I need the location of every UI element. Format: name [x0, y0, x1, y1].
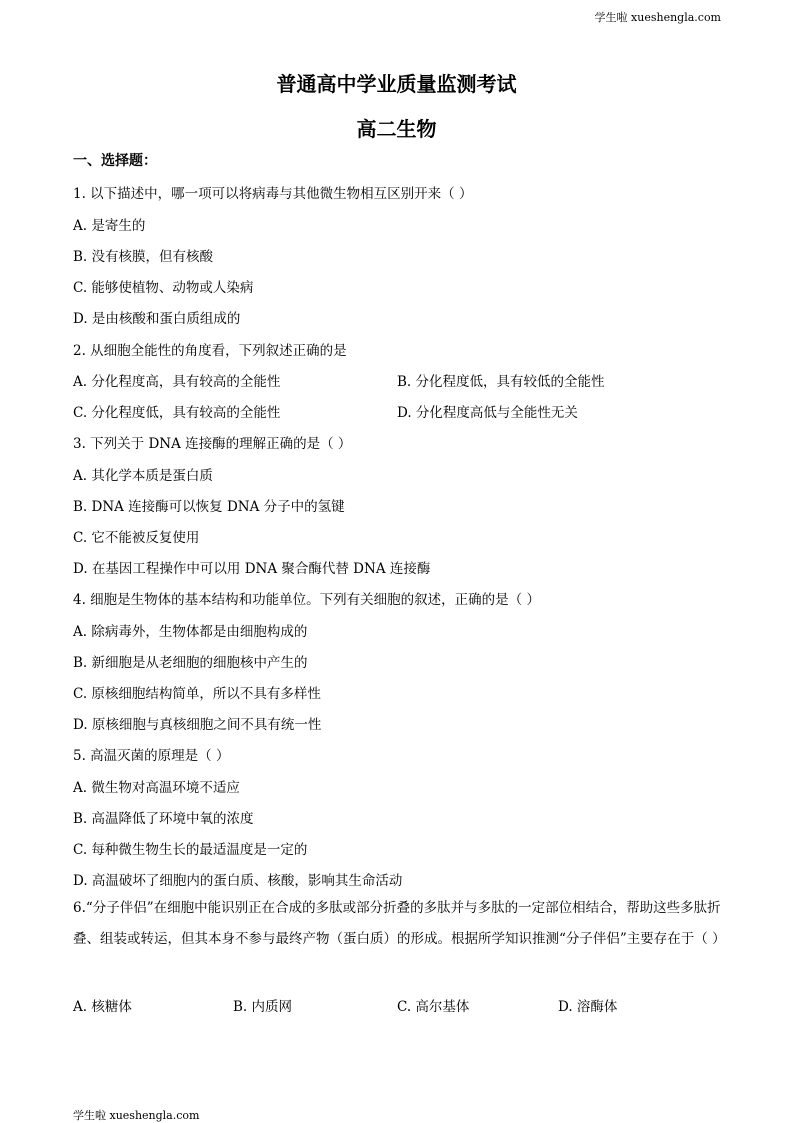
question-1-option-b: B. 没有核膜，但有核酸 [73, 249, 214, 265]
footer-site: 学生啦 xueshengla.com [73, 1109, 200, 1122]
question-5-option-c: C. 每种微生物生长的最适温度是一定的 [73, 842, 308, 858]
question-6-option-a: A. 核糖体 [73, 999, 132, 1015]
question-5-stem: 5. 高温灭菌的原理是（ ） [73, 748, 230, 764]
question-1-stem: 1. 以下描述中，哪一项可以将病毒与其他微生物相互区别开来（ ） [73, 186, 473, 202]
question-2-option-b: B. 分化程度低，具有较低的全能性 [397, 374, 605, 390]
question-5-option-b: B. 高温降低了环境中氧的浓度 [73, 811, 254, 827]
question-6-option-c: C. 高尔基体 [397, 999, 470, 1015]
question-5-option-d: D. 高温破坏了细胞内的蛋白质、核酸，影响其生命活动 [73, 873, 403, 889]
question-2-option-a: A. 分化程度高，具有较高的全能性 [73, 374, 281, 390]
question-2-option-d: D. 分化程度高低与全能性无关 [397, 405, 578, 421]
question-2-option-c: C. 分化程度低，具有较高的全能性 [73, 405, 281, 421]
question-1-option-a: A. 是寄生的 [73, 218, 146, 234]
question-3-option-c: C. 它不能被反复使用 [73, 530, 200, 546]
question-4-option-c: C. 原核细胞结构简单，所以不具有多样性 [73, 686, 321, 702]
exam-title: 普通高中学业质量监测考试 [276, 72, 517, 96]
question-3-option-a: A. 其化学本质是蛋白质 [73, 468, 213, 484]
question-4-option-b: B. 新细胞是从老细胞的细胞核中产生的 [73, 655, 308, 671]
section-heading: 一、选择题： [73, 153, 157, 169]
question-4-option-d: D. 原核细胞与真核细胞之间不具有统一性 [73, 717, 322, 733]
question-2-stem: 2. 从细胞全能性的角度看，下列叙述正确的是 [73, 343, 347, 359]
question-4-stem: 4. 细胞是生物体的基本结构和功能单位。下列有关细胞的叙述，正确的是（ ） [73, 592, 540, 608]
question-3-option-b: B. DNA 连接酶可以恢复 DNA 分子中的氢键 [73, 499, 345, 515]
question-3-option-d: D. 在基因工程操作中可以用 DNA 聚合酶代替 DNA 连接酶 [73, 561, 431, 577]
question-4-option-a: A. 除病毒外，生物体都是由细胞构成的 [73, 624, 308, 640]
header-site: 学生啦 xueshengla.com [594, 11, 721, 24]
question-6-stem: 6.“分子伴侣”在细胞中能识别正在合成的多肽或部分折叠的多肽并与多肽的一定部位相结合，帮助这些多肽折叠、组装或转运，但其本身不参与最终产物（蛋白质）的形成。根据所学知识推测“分子伴侣”主要存在于（ ） [73, 900, 726, 947]
question-1-option-c: C. 能够使植物、动物或人染病 [73, 280, 254, 296]
exam-subtitle: 高二生物 [356, 117, 437, 141]
question-6-option-d: D. 溶酶体 [558, 999, 618, 1015]
question-6-option-b: B. 内质网 [233, 999, 293, 1015]
question-5-option-a: A. 微生物对高温环境不适应 [73, 780, 240, 796]
question-1-option-d: D. 是由核酸和蛋白质组成的 [73, 311, 241, 327]
question-3-stem: 3. 下列关于 DNA 连接酶的理解正确的是（ ） [73, 436, 352, 452]
